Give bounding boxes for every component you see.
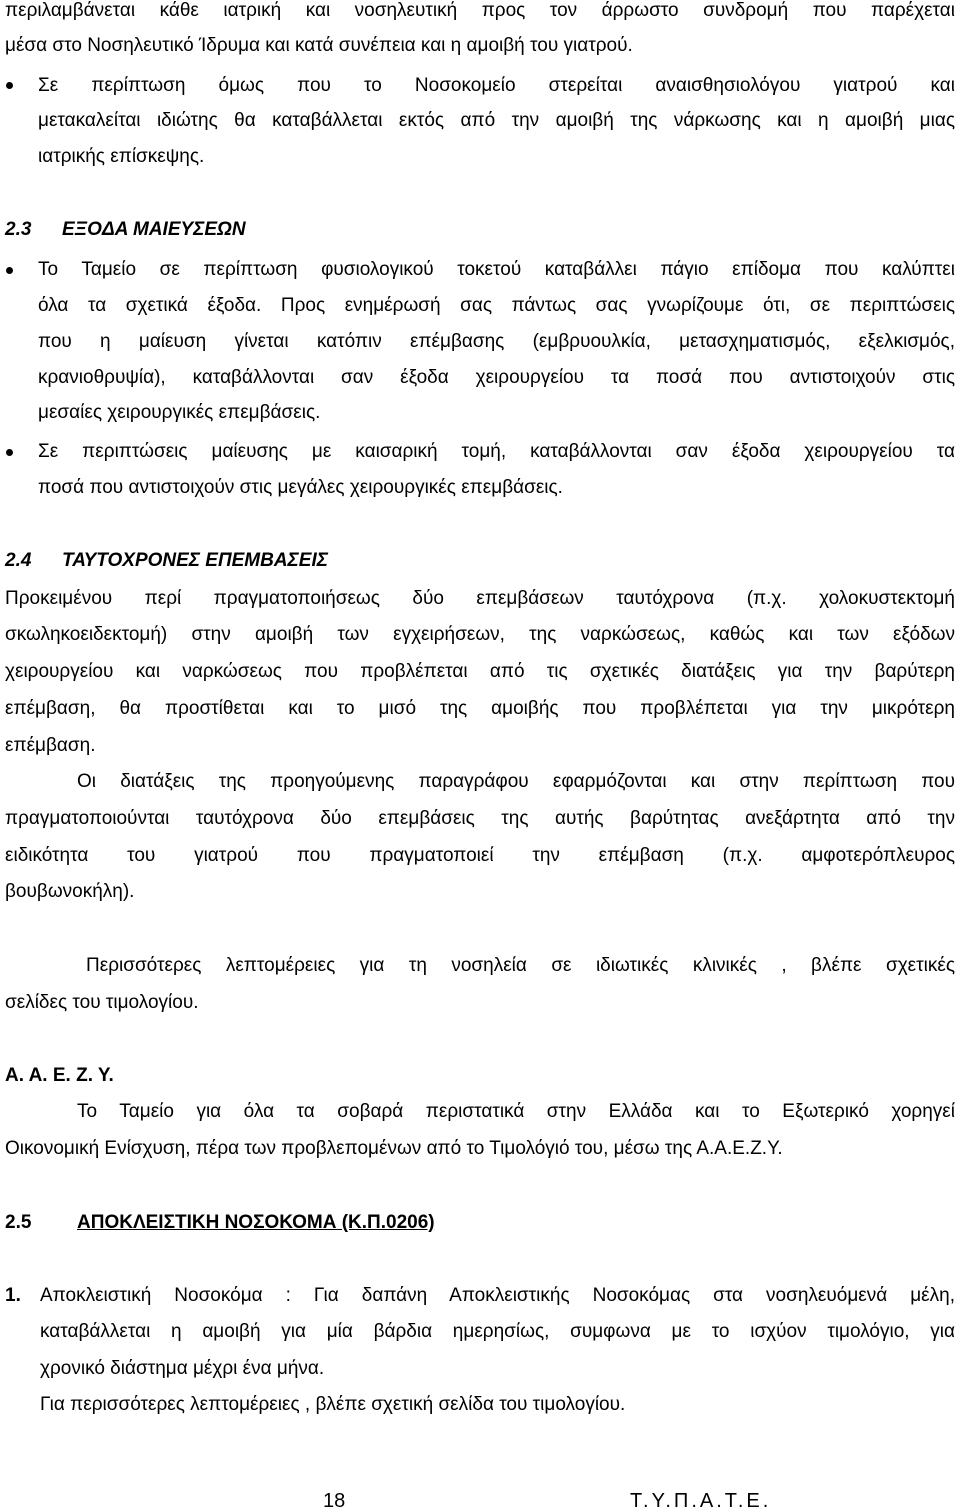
text-line: σκωληκοειδεκτομή) στην αμοιβή των εγχειρήσεων, της ναρκώσεως, καθώς και των εξόδων [5,624,955,645]
text-line: Περισσότερες λεπτομέρειες για τη νοσηλεία σε ιδιωτικές κλινικές , βλέπε σχετικές [86,955,955,976]
section-title: ΕΞΟΔΑ ΜΑΙΕΥΣΕΩΝ [62,219,246,240]
text-line: Οι διατάξεις της προηγούμενης παραγράφου εφαρμόζονται και στην περίπτωση που [77,771,955,792]
text-line: επέμβαση. [5,735,96,756]
text-line: καταβάλλεται η αμοιβή για μία βάρδια ημερησίως, συμφωνα με το ισχύον τιμολόγιο, για [40,1321,955,1342]
item-number: 1. [5,1285,21,1306]
text-line: που η μαίευση γίνεται κατόπιν επέμβασης (εμβρυουλκία, μετασχηματισμός, εξελκισμός, [38,331,955,352]
text-line: βουβωνοκήλη). [5,881,135,902]
section-number: 2.3 [5,219,32,240]
text-line: Προκειμένου περί πραγματοποιήσεως δύο επεμβάσεων ταυτόχρονα (π.χ. χολοκυστεκτομή [5,588,955,609]
bullet-icon [6,82,13,89]
page-number: 18 [323,1490,346,1512]
text-line: μετακαλείται ιδιώτης θα καταβάλλεται εκτός από την αμοιβή της νάρκωσης και η αμοιβή μιας [38,110,955,131]
text-line: πραγματοποιούνται ταυτόχρονα δύο επεμβάσεις της αυτής βαρύτητας ανεξάρτητα από την [5,808,955,829]
bullet-icon [6,449,13,456]
text-line: μέσα στο Νοσηλευτικό Ίδρυμα και κατά συνέπεια και η αμοιβή του γιατρού. [5,35,633,56]
text-line: μεσαίες χειρουργικές επεμβάσεις. [38,402,321,423]
text-line: κρανιοθρυψία), καταβάλλονται σαν έξοδα χειρουργείου τα ποσά που αντιστοιχούν στις [38,367,955,388]
section-title: ΤΑΥΤΟΧΡΟΝΕΣ ΕΠΕΜΒΑΣΕΙΣ [62,550,328,571]
footer-org: Τ.Υ.Π.Α.Τ.Ε. [630,1490,772,1512]
text-line: περιλαμβάνεται κάθε ιατρική και νοσηλευτική προς τον άρρωστο συνδρομή που παρέχεται [5,0,955,21]
text-line: Αποκλειστική Νοσοκόμα : Για δαπάνη Αποκλειστικής Νοσοκόμας στα νοσηλευόμενά μέλη, [40,1285,955,1306]
text-line: χρονικό διάστημα μέχρι ένα μήνα. [40,1358,325,1379]
text-line: ιατρικής επίσκεψης. [38,146,205,167]
text-line: ποσά που αντιστοιχούν στις μεγάλες χειρουργικές επεμβάσεις. [38,477,563,498]
text-line: Οικονομική Ενίσχυση, πέρα των προβλεπομένων από το Τιμολόγιό του, μέσω της Α.Α.Ε.Ζ.Υ. [5,1138,783,1159]
bullet-icon [6,267,13,274]
text-line: Το Ταμείο σε περίπτωση φυσιολογικού τοκετού καταβάλλει πάγιο επίδομα που καλύπτει [38,259,955,280]
section-title: ΑΠΟΚΛΕΙΣΤΙΚΗ ΝΟΣΟΚΟΜΑ (Κ.Π.0206) [77,1212,435,1233]
text-line: σελίδες του τιμολογίου. [5,992,199,1013]
section-title: Α. Α. Ε. Ζ. Υ. [5,1065,114,1086]
text-line: επέμβαση, θα προστίθεται και το μισό της αμοιβής που προβλέπεται για την μικρότερη [5,698,955,719]
text-line: Σε περίπτωση όμως που το Νοσοκομείο στερείται αναισθησιολόγου γιατρού και [38,75,955,96]
text-line: Το Ταμείο για όλα τα σοβαρά περιστατικά στην Ελλάδα και το Εξωτερικό χορηγεί [77,1101,955,1122]
text-line: Σε περιπτώσεις μαίευσης με καισαρική τομή, καταβάλλονται σαν έξοδα χειρουργείου τα [38,441,955,462]
text-line: όλα τα σχετικά έξοδα. Προς ενημέρωσή σας πάντως σας γνωρίζουμε ότι, σε περιπτώσεις [38,295,955,316]
text-line: χειρουργείου και ναρκώσεως που προβλέπεται από τις σχετικές διατάξεις για την βαρύτερη [5,661,955,682]
text-line: ειδικότητα του γιατρού που πραγματοποιεί την επέμβαση (π.χ. αμφοτερόπλευρος [5,845,955,866]
text-line: Για περισσότερες λεπτομέρειες , βλέπε σχετική σελίδα του τιμολογίου. [40,1394,626,1415]
section-number: 2.5 [5,1212,32,1233]
section-number: 2.4 [5,550,32,571]
